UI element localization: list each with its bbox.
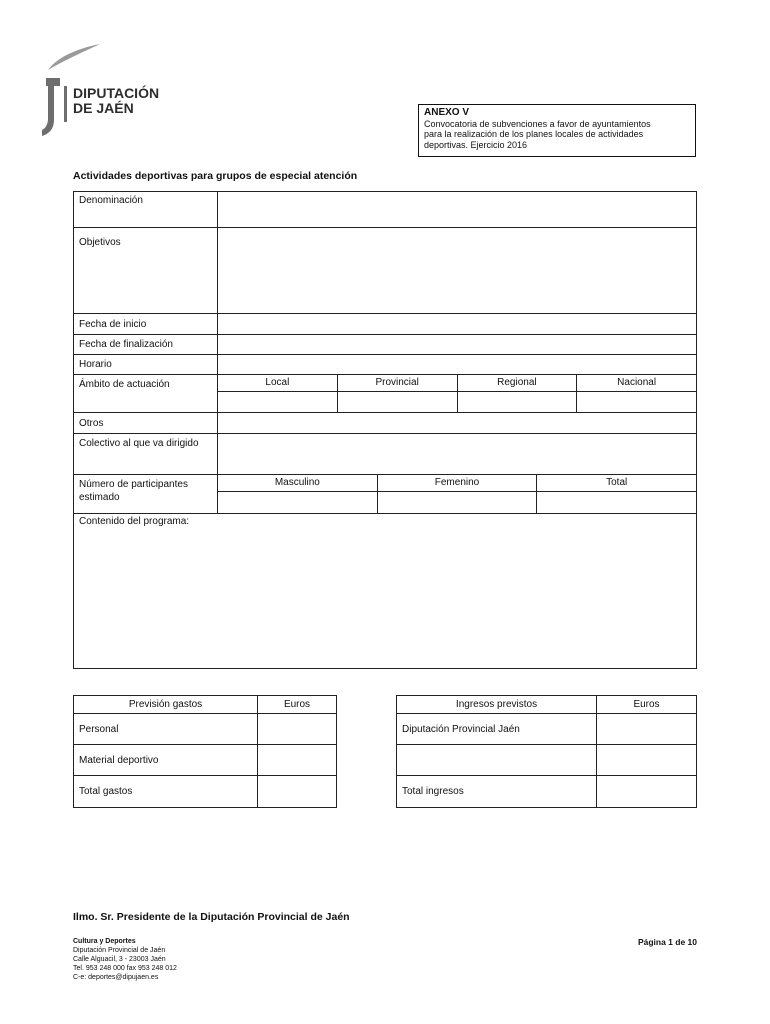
ingresos-row-total: Total ingresos [397,776,597,807]
participantes-total: Total [606,477,628,488]
ingresos-row-diputacion: Diputación Provincial Jaén [397,714,597,744]
gastos-euros-header: Euros [283,699,311,710]
anexo-line1: Convocatoria de subvenciones a favor de ayuntamientos [424,118,651,129]
participantes-label-line2: estimado [79,492,120,503]
footer-org: Diputación Provincial de Jaén [73,947,166,954]
ingresos-header: Ingresos previstos [397,696,597,713]
objetivos-label: Objetivos [74,228,218,313]
horario-label: Horario [74,355,218,374]
gastos-total-field[interactable] [258,776,336,807]
logo-line2: DE JAÉN [73,100,134,116]
otros-field[interactable] [218,413,696,433]
section-title: Actividades deportivas para grupos de especial atención [73,170,358,182]
otros-label: Otros [74,413,218,433]
ambito-label: Ámbito de actuación [74,375,218,412]
gastos-table [73,695,337,808]
participantes-grid [218,475,696,513]
ambito-provincial: Provincial [338,375,458,391]
fecha-inicio-field[interactable] [218,314,696,334]
fecha-fin-field[interactable] [218,335,696,354]
gastos-header: Previsión gastos [74,696,258,713]
diputacion-logo [40,42,170,137]
anexo-box [418,104,696,157]
footer-dept: Cultura y Deportes [73,938,136,945]
colectivo-label: Colectivo al que va dirigido [74,434,218,474]
footer-contact [73,937,177,982]
gastos-row-total: Total gastos [74,776,258,807]
ambito-nacional-field[interactable] [577,392,696,412]
horario-field[interactable] [218,355,696,374]
fecha-inicio-label: Fecha de inicio [74,314,218,334]
participantes-femenino-field[interactable] [378,492,538,513]
participantes-label-line1: Número de participantes [79,479,188,490]
gastos-personal-field[interactable] [258,714,336,744]
participantes-masculino-field[interactable] [218,492,378,513]
participantes-masculino: Masculino [218,475,378,491]
ingresos-blank-field[interactable] [597,745,696,775]
ambito-grid [218,375,696,412]
ambito-local-field[interactable] [218,392,338,412]
contenido-field[interactable] [74,514,696,668]
footer-address: Calle Alguacil, 3 - 23003 Jaén [73,956,166,963]
ingresos-row-blank[interactable] [397,745,597,775]
objetivos-field[interactable] [218,228,696,313]
gastos-row-personal: Personal [74,714,258,744]
colectivo-field[interactable] [218,434,696,474]
anexo-title: ANEXO V [424,107,470,118]
page-number: Página 1 de 10 [637,937,697,947]
contenido-label: Contenido del programa: [79,516,190,527]
participantes-label [74,475,218,513]
ambito-provincial-field[interactable] [338,392,458,412]
ambito-regional-field[interactable] [458,392,578,412]
president-address: Ilmo. Sr. Presidente de la Diputación Provincial de Jaén [73,911,350,923]
participantes-femenino: Femenino [378,475,538,491]
ingresos-euros-header: Euros [633,699,660,710]
ambito-nacional: Nacional [617,377,657,388]
ingresos-table [396,695,697,808]
denominacion-label: Denominación [74,192,218,227]
fecha-fin-label: Fecha de finalización [74,335,218,354]
anexo-line2: para la realización de los planes locales de actividades [424,129,644,139]
ambito-regional: Regional [458,375,578,391]
ambito-local: Local [218,375,338,391]
participantes-total-field[interactable] [537,492,696,513]
gastos-material-field[interactable] [258,745,336,775]
logo-line1: DIPUTACIÓN [73,85,160,101]
denominacion-field[interactable] [218,192,696,227]
anexo-line3: deportivas. Ejercicio 2016 [424,139,528,150]
footer-email: C-e: deportes@dipujaen.es [73,974,159,981]
ingresos-total-field[interactable] [597,776,696,807]
activity-form [73,191,697,669]
gastos-row-material: Material deportivo [74,745,258,775]
ingresos-diputacion-field[interactable] [597,714,696,744]
footer-phone: Tel. 953 248 000 fax 953 248 012 [73,965,177,972]
